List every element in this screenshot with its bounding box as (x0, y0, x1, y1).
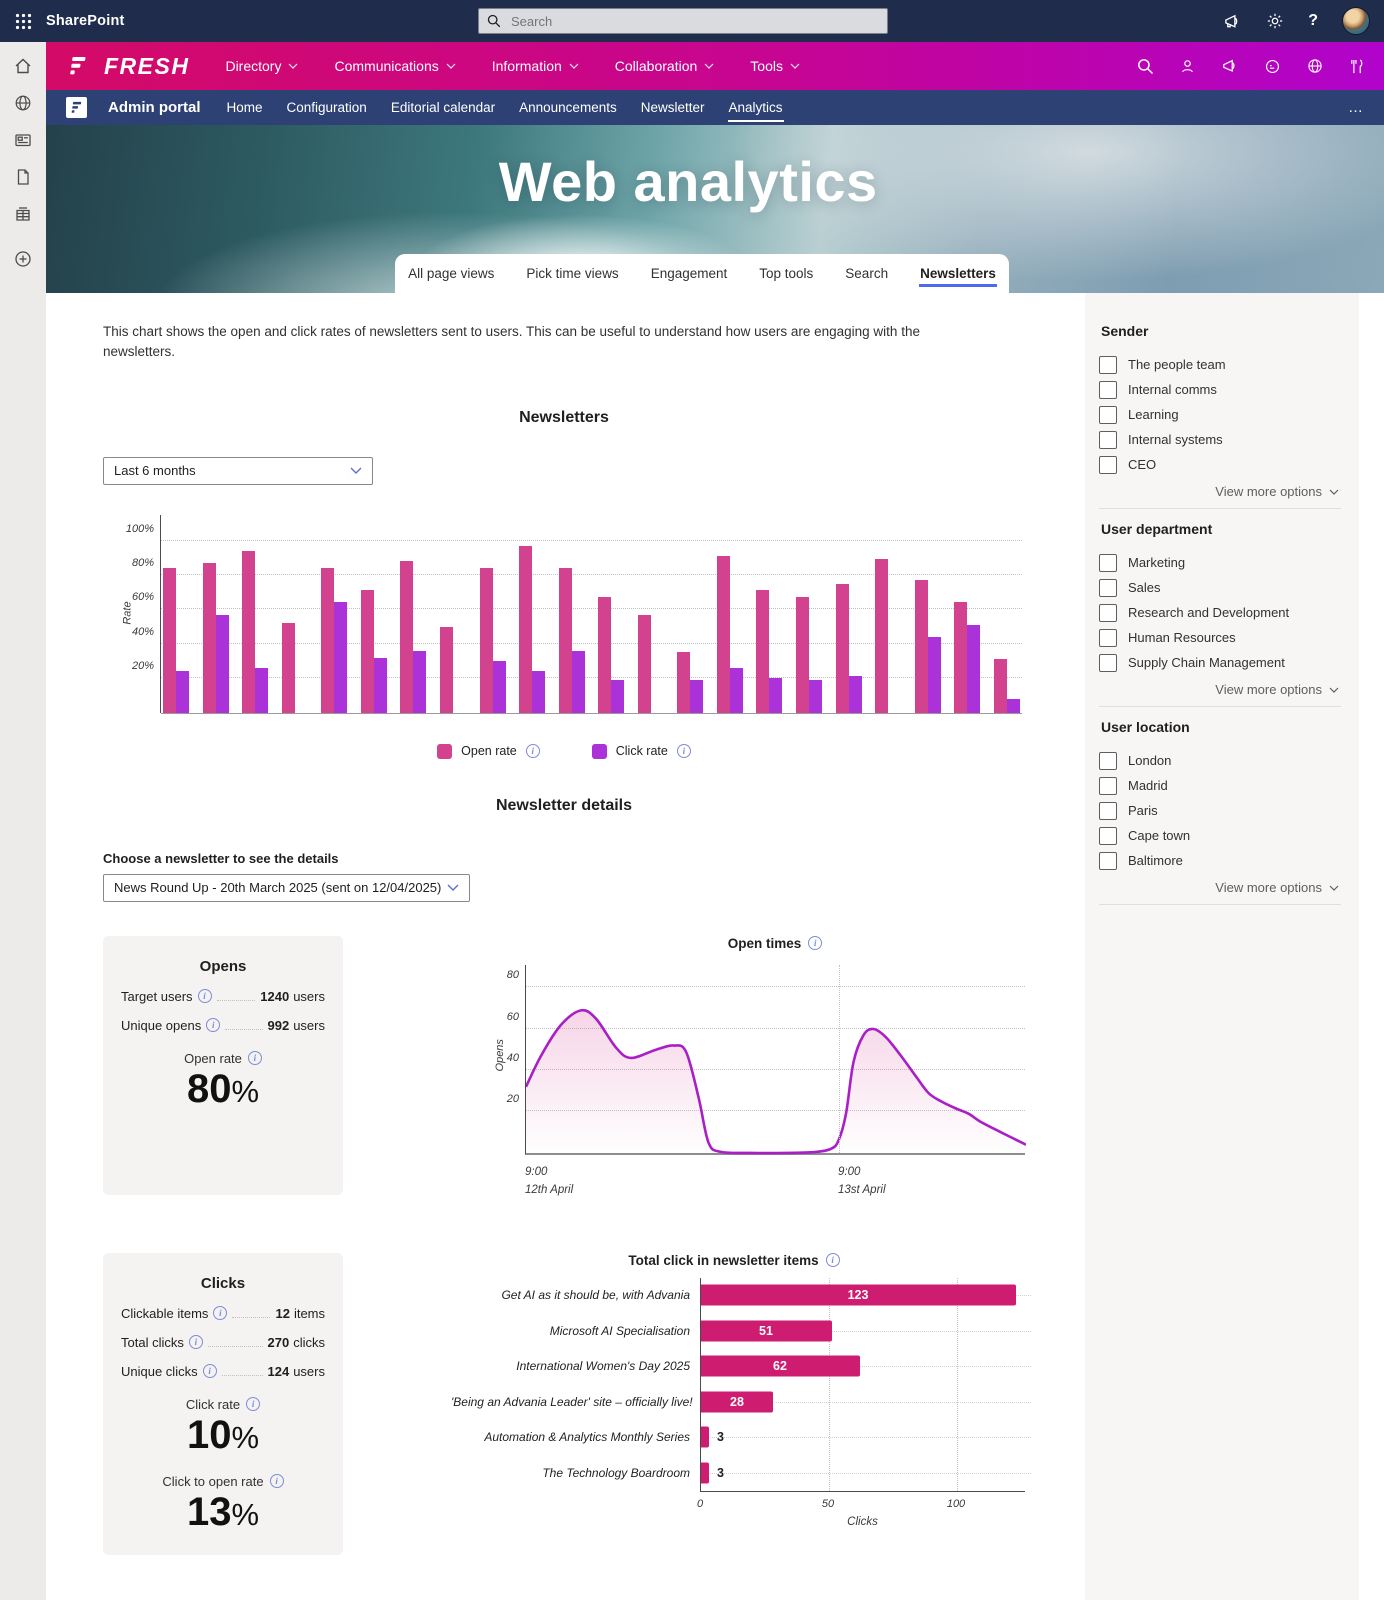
view-more-options-user-location[interactable]: View more options (1099, 880, 1339, 895)
x-axis-tick: 100 (946, 1497, 966, 1510)
bar-series (163, 515, 1020, 713)
analytics-tabs (395, 254, 1009, 293)
view-more-options-sender[interactable]: View more options (1099, 484, 1339, 499)
click-rate-bar[interactable] (928, 637, 941, 713)
tab-top-tools[interactable]: Top tools (759, 265, 814, 281)
open-rate-bar[interactable] (756, 590, 769, 712)
tab-pick-time-views[interactable]: Pick time views (526, 265, 619, 281)
chevron-down-icon (446, 63, 456, 69)
left-app-rail (0, 42, 46, 1600)
user-avatar[interactable] (1342, 7, 1370, 35)
bar-group (163, 568, 189, 713)
megaphone-icon[interactable] (1223, 13, 1242, 30)
search-input[interactable] (509, 13, 879, 30)
library-icon[interactable] (13, 204, 33, 224)
checkbox[interactable] (1099, 604, 1117, 622)
chevron-down-icon (1329, 489, 1339, 495)
item-label: Automation & Analytics Monthly Series (484, 1430, 690, 1445)
bar-group (480, 568, 506, 713)
chevron-down-icon (569, 63, 579, 69)
open-rate-bar[interactable] (836, 584, 849, 713)
bar-value: 3 (717, 1430, 724, 1445)
y-axis-tick: 100% (125, 522, 154, 535)
clicks-card (103, 1253, 343, 1555)
search-icon[interactable] (1137, 58, 1154, 75)
filter-panel (1085, 293, 1359, 1600)
checkbox[interactable] (1099, 827, 1117, 845)
open-rate-bar[interactable] (994, 659, 1007, 712)
click-rate-bar[interactable] (611, 680, 624, 713)
info-icon[interactable]: i (189, 1335, 203, 1349)
checkbox[interactable] (1099, 777, 1117, 795)
suite-search-box[interactable] (478, 8, 888, 34)
suite-bar (0, 0, 1384, 42)
x-axis-label: Clicks (847, 1515, 878, 1528)
open-rate-bar[interactable] (203, 563, 216, 713)
checkbox[interactable] (1099, 752, 1117, 770)
checkbox[interactable] (1099, 802, 1117, 820)
tab-search[interactable]: Search (845, 265, 889, 281)
chevron-down-icon (350, 467, 362, 474)
open-rate-bar[interactable] (717, 556, 730, 713)
open-rate-bar[interactable] (954, 602, 967, 712)
checkbox[interactable] (1099, 456, 1117, 474)
open-rate-bar[interactable] (242, 551, 255, 713)
stat-row-clickable-items: Clickable items i 12 items (121, 1305, 325, 1321)
item-clicks-row (516, 1349, 1025, 1385)
main-content (46, 293, 1085, 1600)
item-clicks-row (549, 1313, 1025, 1349)
filter-option-sales[interactable]: Sales (1099, 575, 1341, 600)
click-rate-bar[interactable] (255, 668, 268, 713)
item-clicks-chart (443, 1253, 1025, 1555)
click-rate-bar[interactable] (690, 680, 703, 713)
x-axis-annotation: 9:00 13st April (838, 1165, 886, 1196)
checkbox[interactable] (1099, 654, 1117, 672)
open-rate-bar[interactable] (598, 597, 611, 712)
fresh-nav-item-information[interactable]: Information (492, 58, 579, 74)
admin-portal-nav (46, 90, 1384, 125)
person-icon[interactable] (1179, 58, 1196, 75)
chevron-down-icon (447, 884, 459, 891)
x-axis-tick: 50 (821, 1497, 835, 1510)
stat-row-total-clicks: Total clicks i 270 clicks (121, 1334, 325, 1350)
open-rate-bar[interactable] (677, 652, 690, 712)
open-times-title: Open times i (525, 936, 1025, 951)
x-axis-annotation: 9:00 12th April (525, 1165, 574, 1196)
admin-nav-items (226, 94, 784, 122)
clicks-bar[interactable] (701, 1427, 709, 1448)
gear-icon[interactable] (1266, 12, 1284, 30)
item-clicks-row (501, 1278, 1025, 1314)
newsletters-bar-chart (103, 501, 1025, 729)
open-rate-bar[interactable] (796, 597, 809, 712)
bar-value: 123 (847, 1288, 869, 1303)
item-clicks-row (542, 1455, 1025, 1491)
bar-group (836, 584, 862, 713)
checkbox[interactable] (1099, 381, 1117, 399)
info-icon[interactable]: i (826, 1253, 840, 1267)
admin-portal-title[interactable]: Admin portal (108, 99, 201, 116)
bar-group (559, 568, 585, 713)
info-icon[interactable]: i (246, 1397, 260, 1411)
item-label: 'Being an Advania Leader' site – officially live! (451, 1394, 693, 1409)
clicks-card-title: Clicks (200, 1274, 246, 1292)
item-label: Microsoft AI Specialisation (549, 1323, 690, 1338)
bar-group (203, 563, 229, 713)
home-icon[interactable] (13, 56, 33, 76)
admin-nav-item-analytics[interactable]: Analytics (728, 94, 784, 122)
fresh-top-nav (46, 42, 1384, 90)
chart-legend (103, 744, 1025, 759)
globe-icon[interactable] (13, 93, 33, 113)
filter-group-title-user-location: User location (1101, 719, 1190, 735)
open-rate-bar[interactable] (559, 568, 572, 713)
timeframe-value: Last 6 months (114, 463, 196, 478)
x-axis-tick: 0 (696, 1497, 704, 1510)
info-icon[interactable]: i (526, 744, 540, 758)
open-rate-bar[interactable] (519, 546, 532, 713)
filter-option-internal-comms[interactable]: Internal comms (1099, 377, 1341, 402)
info-icon[interactable]: i (677, 744, 691, 758)
click-rate-bar[interactable] (532, 671, 545, 712)
admin-nav-item-configuration[interactable]: Configuration (286, 99, 367, 115)
filter-option-cape-town[interactable]: Cape town (1099, 823, 1341, 848)
bar-value: 51 (759, 1323, 773, 1338)
click-rate-bar[interactable] (176, 671, 189, 712)
add-icon[interactable] (13, 249, 33, 269)
click-rate-label: Click rate i (121, 1397, 325, 1412)
bar-group (756, 590, 782, 712)
checkbox[interactable] (1099, 579, 1117, 597)
item-label: The Technology Boardroom (542, 1465, 690, 1480)
bar-group (954, 602, 980, 712)
bar-group (440, 627, 466, 713)
tab-newsletters[interactable]: Newsletters (919, 261, 997, 287)
admin-nav-item-editorial-calendar[interactable]: Editorial calendar (390, 99, 496, 115)
bar-group (677, 652, 703, 712)
open-rate-bar[interactable] (638, 615, 651, 713)
fresh-nav-item-collaboration[interactable]: Collaboration (615, 58, 715, 74)
bar-group (796, 597, 822, 712)
info-icon[interactable]: i (213, 1306, 227, 1320)
click-rate-bar[interactable] (967, 625, 980, 713)
bar-value: 3 (717, 1465, 724, 1480)
info-icon[interactable]: i (270, 1474, 284, 1488)
view-more-options-user-department[interactable]: View more options (1099, 682, 1339, 697)
chat-icon[interactable] (1264, 58, 1281, 75)
open-rate-bar[interactable] (321, 568, 334, 713)
filter-option-paris[interactable]: Paris (1099, 798, 1341, 823)
chevron-down-icon (1329, 687, 1339, 693)
fresh-logo-icon[interactable] (66, 54, 90, 78)
bar-group (242, 551, 268, 713)
filter-option-madrid[interactable]: Madrid (1099, 773, 1341, 798)
checkbox[interactable] (1099, 356, 1117, 374)
filter-option-ceo[interactable]: CEO (1099, 452, 1341, 477)
bar-group (282, 623, 308, 712)
admin-nav-item-newsletter[interactable]: Newsletter (640, 99, 705, 115)
checkbox[interactable] (1099, 852, 1117, 870)
y-axis-tick: 20 (506, 1093, 519, 1106)
filter-option-london[interactable]: London (1099, 748, 1341, 773)
click-rate-bar[interactable] (493, 661, 506, 713)
filter-option-research-and-development[interactable]: Research and Development (1099, 600, 1341, 625)
y-axis-tick: 40 (506, 1051, 519, 1064)
newsletter-details-title: Newsletter details (495, 796, 633, 814)
click-rate-bar[interactable] (413, 651, 426, 713)
bar-group (994, 659, 1020, 712)
bar-group (598, 597, 624, 712)
chevron-down-icon (288, 63, 298, 69)
bar-value: 62 (773, 1359, 787, 1374)
legend-swatch (592, 744, 607, 759)
item-label: International Women's Day 2025 (516, 1359, 690, 1374)
filter-option-the-people-team[interactable]: The people team (1099, 352, 1341, 377)
filter-option-internal-systems[interactable]: Internal systems (1099, 427, 1341, 452)
checkbox[interactable] (1099, 431, 1117, 449)
click-rate-bar[interactable] (769, 678, 782, 712)
checkbox[interactable] (1099, 629, 1117, 647)
chevron-down-icon (704, 63, 714, 69)
bar-group (915, 580, 941, 712)
open-rate-bar[interactable] (163, 568, 176, 713)
bar-group (875, 559, 901, 712)
checkbox[interactable] (1099, 406, 1117, 424)
bar-group (361, 590, 387, 712)
y-axis-tick: 80 (506, 969, 519, 982)
checkbox[interactable] (1099, 554, 1117, 572)
item-clicks-title: Total click in newsletter items i (443, 1253, 1025, 1268)
newsletter-select-value: News Round Up - 20th March 2025 (sent on 12/04/2025) (114, 880, 442, 895)
newsletter-select[interactable] (103, 874, 470, 902)
info-icon[interactable]: i (198, 989, 212, 1003)
fresh-icons (1137, 57, 1364, 75)
click-to-open-rate-label: Click to open rate i (121, 1474, 325, 1489)
y-axis-tick: 60 (506, 1010, 519, 1023)
opens-card-title: Opens (199, 957, 247, 975)
newsletter-chooser-label: Choose a newsletter to see the details (103, 850, 339, 866)
y-axis-label: Opens (494, 1038, 507, 1071)
stat-row-unique-opens: Unique opens i 992 users (121, 1017, 325, 1033)
admin-nav-item-home[interactable]: Home (226, 99, 263, 115)
overflow-menu-icon[interactable]: … (1348, 99, 1364, 116)
open-rate-bar[interactable] (282, 623, 295, 712)
click-rate-bar[interactable] (849, 676, 862, 712)
bar-value: 28 (730, 1394, 744, 1409)
open-rate-bar[interactable] (361, 590, 374, 712)
click-rate-bar[interactable] (1007, 699, 1020, 713)
info-icon[interactable]: i (203, 1364, 217, 1378)
filter-option-baltimore[interactable]: Baltimore (1099, 848, 1341, 873)
y-axis-tick: 40% (131, 625, 154, 638)
document-icon[interactable] (13, 167, 33, 187)
fresh-nav-item-directory[interactable]: Directory (225, 58, 298, 74)
filter-option-marketing[interactable]: Marketing (1099, 550, 1341, 575)
item-clicks-row (451, 1384, 1025, 1420)
open-times-line (526, 965, 1026, 1155)
filter-option-supply-chain-management[interactable]: Supply Chain Management (1099, 650, 1341, 675)
info-icon[interactable]: i (248, 1051, 262, 1065)
open-times-chart (480, 936, 1040, 1195)
tab-all-page-views[interactable]: All page views (408, 265, 495, 281)
suite-app-name[interactable]: SharePoint (46, 13, 125, 29)
filter-option-human-resources[interactable]: Human Resources (1099, 625, 1341, 650)
bar-group (717, 556, 743, 713)
click-rate-value: 10% (186, 1412, 260, 1457)
chevron-down-icon (790, 63, 800, 69)
app-launcher-icon[interactable] (0, 0, 46, 42)
page-title: Web analytics (498, 150, 878, 213)
fresh-nav-item-communications[interactable]: Communications (334, 58, 455, 74)
info-icon[interactable]: i (206, 1018, 220, 1032)
clicks-bar[interactable] (701, 1462, 709, 1483)
bar-group (638, 615, 664, 713)
chart-description: This chart shows the open and click rates of newsletters sent to users. This can be useful to understand how users are engaging with the newsletters. (103, 324, 920, 360)
y-axis-tick: 20% (131, 660, 154, 673)
admin-nav-item-announcements[interactable]: Announcements (519, 99, 617, 115)
stat-row-unique-clicks: Unique clicks i 124 users (121, 1363, 325, 1379)
open-rate-bar[interactable] (400, 561, 413, 712)
open-rate-bar[interactable] (875, 559, 888, 712)
click-rate-bar[interactable] (374, 658, 387, 713)
y-axis-tick: 60% (131, 591, 154, 604)
filter-group-title-user-department: User department (1101, 521, 1213, 537)
fresh-nav-item-tools[interactable]: Tools (750, 58, 800, 74)
search-icon (487, 14, 501, 28)
newsletters-chart-title: Newsletters (519, 408, 609, 426)
filter-option-learning[interactable]: Learning (1099, 402, 1341, 427)
click-to-open-rate-value: 13% (186, 1489, 260, 1534)
click-rate-bar[interactable] (572, 651, 585, 713)
megaphone-icon[interactable] (1221, 58, 1239, 74)
tab-engagement[interactable]: Engagement (650, 265, 728, 281)
bar-group (321, 568, 347, 713)
timeframe-select[interactable] (103, 457, 373, 485)
globe-icon[interactable] (1306, 57, 1324, 75)
opens-card (103, 936, 343, 1195)
bar-group (519, 546, 545, 713)
click-rate-bar[interactable] (216, 615, 229, 713)
filter-group-title-sender: Sender (1101, 323, 1149, 339)
click-rate-bar[interactable] (809, 680, 822, 713)
food-icon[interactable] (1349, 58, 1364, 75)
open-rate-bar[interactable] (440, 627, 453, 713)
click-rate-bar[interactable] (334, 602, 347, 712)
legend-item-open-rate: Open rate i (437, 744, 540, 759)
legend-swatch (437, 744, 452, 759)
stat-row-target-users: Target users i 1240 users (121, 988, 325, 1004)
help-icon[interactable]: ? (1308, 12, 1318, 29)
item-label: Get AI as it should be, with Advania (501, 1288, 690, 1303)
open-rate-bar[interactable] (480, 568, 493, 713)
fresh-nav-items (225, 58, 800, 74)
info-icon[interactable]: i (808, 936, 822, 950)
item-clicks-row (484, 1420, 1025, 1456)
chevron-down-icon (1329, 885, 1339, 891)
news-icon[interactable] (13, 130, 33, 150)
fresh-brand[interactable]: FRESH (104, 52, 190, 79)
click-rate-bar[interactable] (730, 668, 743, 713)
legend-item-click-rate: Click rate i (592, 744, 691, 759)
open-rate-bar[interactable] (915, 580, 928, 712)
y-axis-label: Rate (121, 600, 134, 625)
y-axis-tick: 80% (131, 556, 154, 569)
hero-banner (46, 125, 1384, 293)
open-rate-value: 80% (186, 1066, 260, 1111)
bar-group (400, 561, 426, 712)
open-rate-label: Open rate i (121, 1051, 325, 1066)
admin-portal-logo-icon[interactable] (66, 97, 87, 118)
